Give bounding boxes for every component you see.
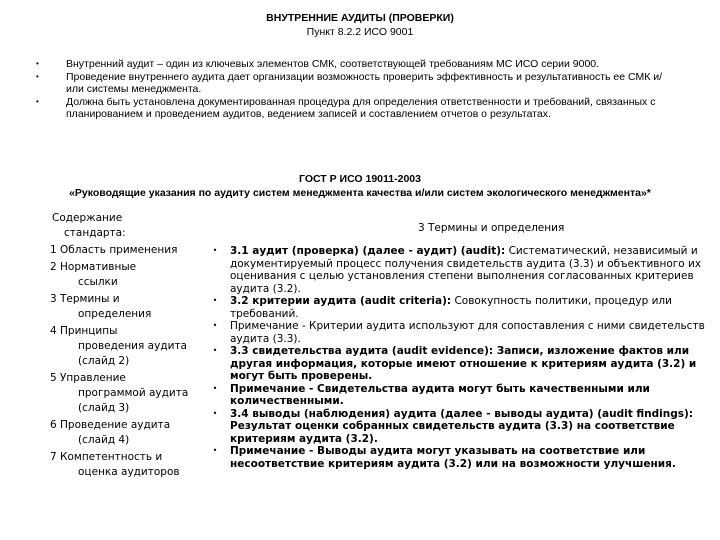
bullet-icon: •: [212, 383, 218, 393]
contents-item-continuation: оценка аудиторов: [78, 466, 180, 478]
contents-item-continuation: проведения аудита (слайд 2): [78, 340, 187, 367]
contents-item-title: 4 Принципы: [50, 325, 118, 337]
term-item: [200, 320, 710, 345]
term-body: Совокупность политики, процедур или требований.: [230, 295, 672, 320]
bullet-item: [36, 96, 676, 121]
contents-item-continuation: определения: [78, 308, 152, 320]
bullet-item: [36, 58, 676, 71]
contents-heading: Содержание: [52, 212, 123, 224]
contents-item-title: 5 Управление: [50, 372, 126, 384]
bullet-icon: •: [212, 346, 218, 355]
contents-item-title: 7 Компетентность и: [50, 451, 163, 463]
terms-list: [200, 245, 710, 470]
bullet-text: Внутренний аудит – один из ключевых элементов СМК, соответствующей требованиям МС ИСО серии 9000.: [66, 58, 600, 70]
bullet-text: Должна быть установлена документированная процедура для определения ответственности и требований, связанных с планированием и проведением аудитов, ведением записей и составлением отчетов о результатах.: [66, 95, 656, 121]
contents-item-continuation: программой аудита (слайд 3): [78, 387, 189, 414]
term-lead: 3.4 выводы (наблюдения) аудита (далее - выводы аудита) (audit findings): Результат оценки собранных свидетельств аудита (3.3) на соответствие критериям аудита (3.2).: [230, 407, 694, 445]
term-lead: 3.2 критерии аудита (audit criteria):: [230, 295, 452, 307]
gost-subtitle: «Руководящие указания по аудиту систем менеджмента качества и/или систем экологического менеджмента»*: [69, 187, 651, 199]
bullet-icon: •: [212, 296, 218, 305]
term-lead: 3.1 аудит (проверка) (далее - аудит) (audit):: [230, 245, 506, 257]
contents-item: [50, 450, 200, 480]
contents-subheading: стандарта:: [64, 227, 126, 239]
term-lead: Примечание - Свидетельства аудита могут быть качественными или количественными.: [230, 382, 650, 407]
bullet-icon: •: [212, 246, 218, 255]
term-lead: Примечание - Выводы аудита могут указывать на соответствие или несоответствие критериям аудита (3.2) или на возможности улучшения.: [230, 445, 676, 470]
bullet-icon: •: [36, 59, 39, 68]
slide-title: ВНУТРЕННИЕ АУДИТЫ (ПРОВЕРКИ): [266, 12, 454, 24]
contents-item: [50, 292, 200, 322]
contents-item-continuation: ссылки: [78, 276, 118, 288]
contents-item-title: 3 Термины и: [50, 293, 120, 305]
term-item: [200, 295, 710, 320]
contents-item: [50, 260, 200, 290]
contents-item: [50, 324, 200, 369]
bullet-icon: •: [36, 96, 39, 106]
gost-title: ГОСТ Р ИСО 19011-2003: [299, 173, 421, 185]
term-item: [200, 245, 710, 295]
bullet-icon: •: [212, 408, 218, 418]
contents-item: [50, 243, 200, 258]
term-item: [200, 445, 710, 470]
contents-item-continuation: (слайд 4): [78, 434, 130, 446]
bullet-item: [36, 71, 676, 96]
bullet-icon: •: [36, 71, 39, 81]
term-body: Систематический, независимый и документируемый процесс получения свидетельств аудита (3.3) и объективного их оценивания с целью установления степени выполнения согласованных критериев аудита (3.2).: [230, 245, 702, 295]
contents-item: [50, 418, 200, 448]
contents-item-title: 1 Область применения: [50, 244, 178, 256]
intro-bullet-list: [36, 58, 676, 121]
bullet-icon: •: [212, 446, 218, 455]
term-item: [200, 408, 710, 446]
term-item: [200, 345, 710, 383]
term-body: Примечание - Критерии аудита используют для сопоставления с ними свидетельств аудита (3.3).: [230, 320, 705, 345]
contents-item-title: 6 Проведение аудита: [50, 419, 171, 431]
contents-list: [50, 211, 200, 480]
term-item: [200, 383, 710, 408]
bullet-text: Проведение внутреннего аудита дает организации возможность проверить эффективность и результативность ее СМК и/или системы менеджмента.: [66, 70, 663, 96]
term-lead: 3.3 свидетельства аудита (audit evidence): Записи, изложение фактов или другая информация, которые имеют отношение к критериям аудита (3.2) и могут быть проверены.: [230, 345, 697, 382]
slide-subtitle: Пункт 8.2.2 ИСО 9001: [306, 26, 414, 38]
bullet-icon: •: [212, 321, 218, 330]
contents-item-title: 2 Нормативные: [50, 261, 137, 273]
terms-heading: 3 Термины и определения: [418, 222, 565, 234]
contents-item: [50, 371, 200, 416]
